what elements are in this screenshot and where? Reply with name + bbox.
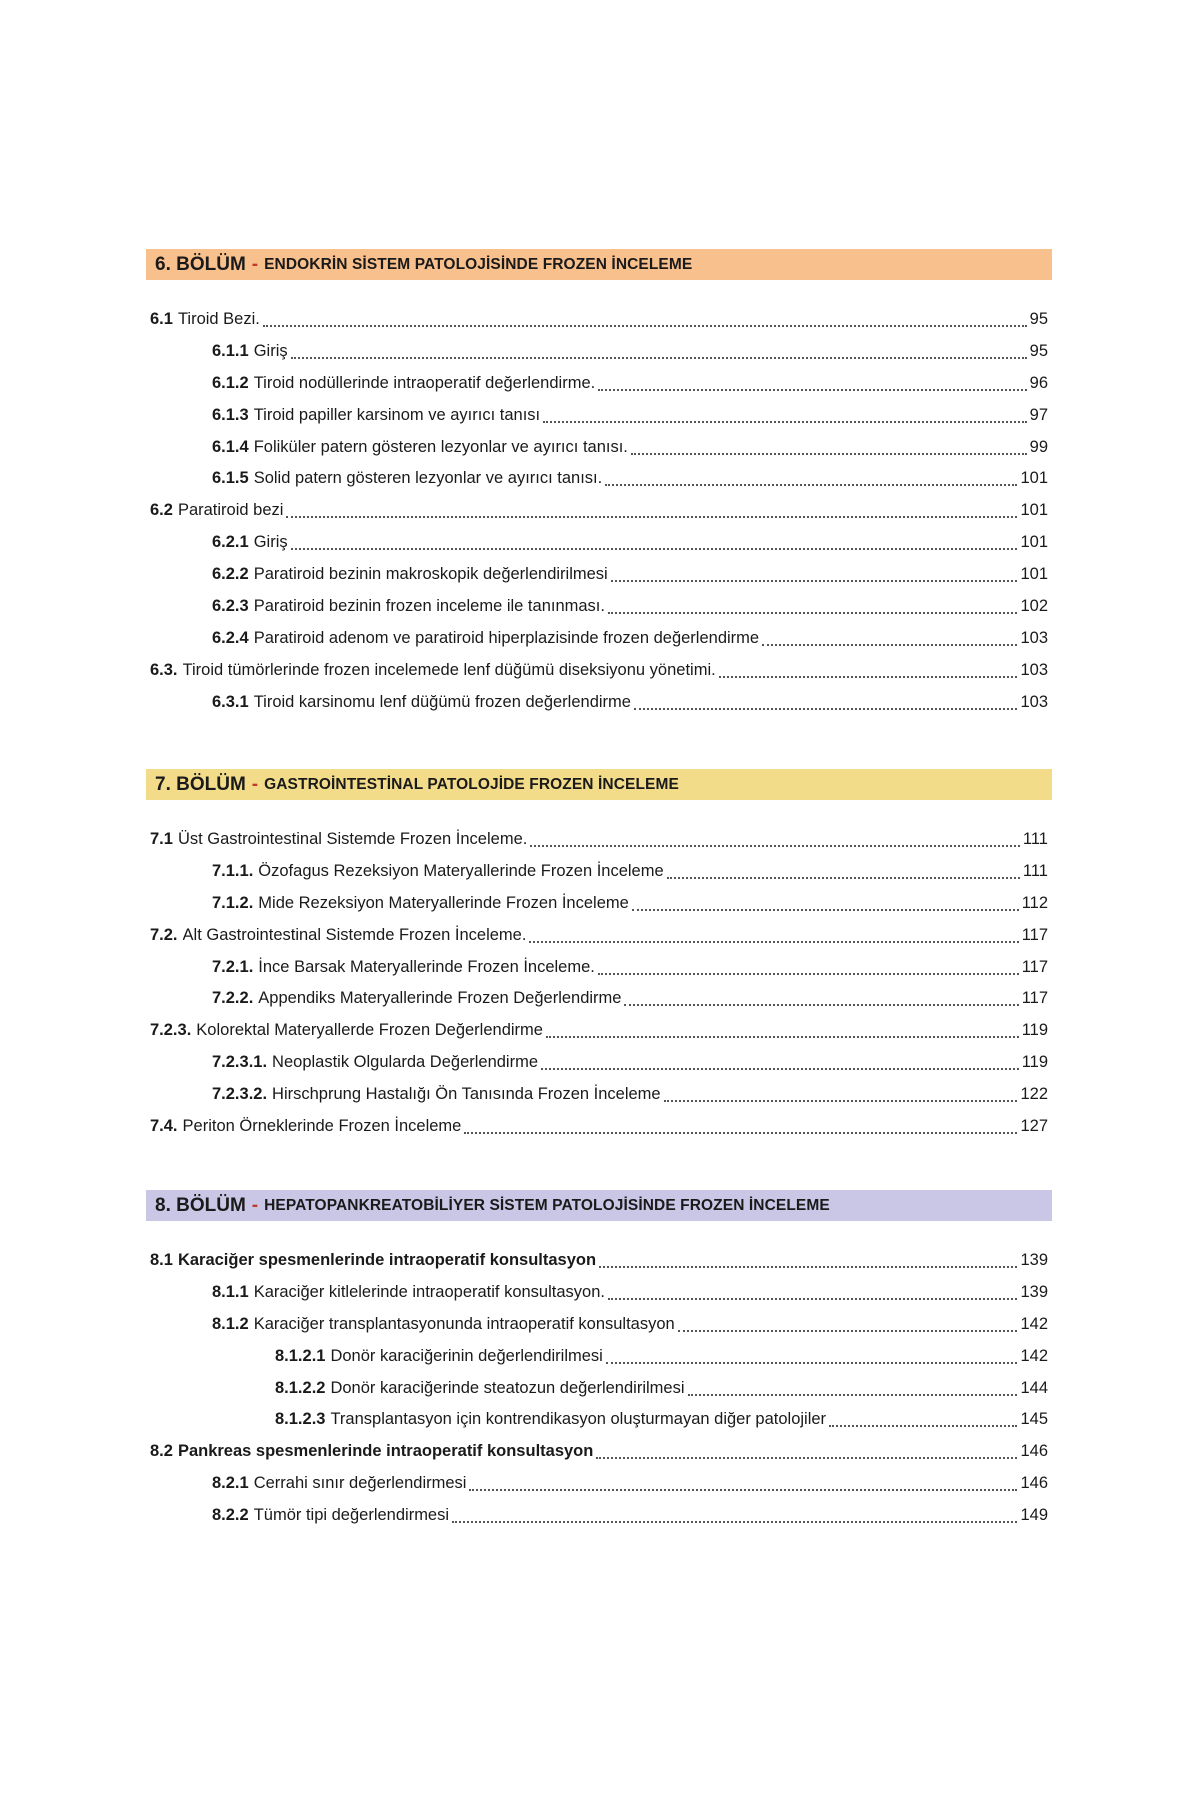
- toc-entry-title: Mide Rezeksiyon Materyallerinde Frozen İnceleme: [258, 893, 629, 912]
- toc-entry-title: Alt Gastrointestinal Sistemde Frozen İnceleme.: [182, 925, 527, 944]
- toc-entry[interactable]: [146, 1373, 1052, 1405]
- toc-entry-page: 111: [1022, 830, 1048, 848]
- toc-entry[interactable]: [146, 1111, 1052, 1143]
- toc-entry-page: 142: [1020, 1314, 1048, 1333]
- dot-leader: [624, 1004, 1018, 1006]
- toc-entry-number: 8.2: [150, 1442, 173, 1461]
- chapter-banner: [146, 249, 1052, 280]
- toc-entry-number: 8.1.2: [212, 1314, 249, 1333]
- toc-entry-page: 117: [1021, 925, 1048, 944]
- toc-entry[interactable]: [146, 1079, 1052, 1111]
- dot-leader: [762, 644, 1017, 646]
- chapter-number: 7. BÖLÜM: [155, 773, 246, 795]
- toc-entry-page: 144: [1020, 1378, 1048, 1397]
- toc-entry-title: Tiroid tümörlerinde frozen incelemede lenf düğümü diseksiyonu yönetimi.: [182, 660, 716, 679]
- toc-entry[interactable]: [146, 1047, 1052, 1079]
- toc-entry-title: Solid patern gösteren lezyonlar ve ayırıcı tanısı.: [253, 469, 603, 488]
- toc-entry-page: 103: [1020, 692, 1048, 711]
- toc-entry[interactable]: [146, 1277, 1052, 1309]
- chapter-number: 8. BÖLÜM: [155, 1194, 246, 1216]
- chapter-separator: -: [251, 253, 259, 275]
- toc-entry-number: 7.4.: [150, 1117, 178, 1136]
- toc-entry-page: 101: [1020, 565, 1048, 584]
- toc-entry-page: 139: [1020, 1251, 1048, 1269]
- toc-entry[interactable]: [146, 1500, 1052, 1532]
- toc-entry-number: 6.1.4: [212, 437, 249, 456]
- dot-leader: [286, 516, 1017, 518]
- toc-entry-page: 101: [1020, 501, 1048, 520]
- toc-entry-page: 112: [1021, 893, 1048, 912]
- toc-entry-number: 6.2.3: [212, 597, 249, 616]
- toc-entry-page: 119: [1021, 1021, 1048, 1040]
- toc-entry-number: 6.2.1: [212, 533, 249, 552]
- toc-entry-title: Foliküler patern gösteren lezyonlar ve ayırıcı tanısı.: [253, 437, 628, 456]
- toc-entry-page: 101: [1020, 533, 1048, 552]
- dot-leader: [667, 877, 1020, 879]
- toc-entry-title: Karaciğer spesmenlerinde intraoperatif konsultasyon: [177, 1251, 597, 1269]
- toc-entry-page: 97: [1029, 405, 1048, 424]
- toc-entry-page: 127: [1020, 1117, 1048, 1136]
- toc-entry[interactable]: [146, 432, 1052, 464]
- dot-leader: [606, 1362, 1018, 1364]
- dot-leader: [632, 909, 1019, 911]
- dot-leader: [598, 973, 1019, 975]
- toc-entry-page: 139: [1020, 1282, 1048, 1301]
- toc-entry-number: 6.1.5: [212, 469, 249, 488]
- toc-entry-number: 6.3.1: [212, 692, 249, 711]
- toc-entry-title: Özofagus Rezeksiyon Materyallerinde Frozen İnceleme: [258, 861, 664, 880]
- toc-entry-page: 122: [1020, 1085, 1048, 1104]
- dot-leader: [678, 1330, 1018, 1332]
- chapter-7-section: [146, 769, 1052, 1143]
- toc-entry-title: Paratiroid adenom ve paratiroid hiperplazisinde frozen değerlendirme: [253, 628, 760, 647]
- toc-entry-title: İnce Barsak Materyallerinde Frozen İnceleme.: [258, 957, 595, 976]
- toc-list: [146, 304, 1052, 719]
- dot-leader: [688, 1394, 1018, 1396]
- toc-entry-title: Hirschprung Hastalığı Ön Tanısında Frozen İnceleme: [272, 1085, 661, 1104]
- toc-entry-title: Neoplastik Olgularda Değerlendirme: [272, 1053, 539, 1072]
- dot-leader: [829, 1425, 1017, 1427]
- toc-entry-title: Paratiroid bezinin makroskopik değerlendirilmesi: [253, 565, 608, 584]
- toc-entry-title: Üst Gastrointestinal Sistemde Frozen İnceleme.: [177, 830, 528, 848]
- toc-entry-title: Cerrahi sınır değerlendirmesi: [253, 1474, 467, 1493]
- chapter-title: HEPATOPANKREATOBİLİYER SİSTEM PATOLOJİSİNDE FROZEN İNCELEME: [264, 1196, 830, 1214]
- toc-entry-title: Giriş: [253, 533, 288, 552]
- toc-entry-page: 145: [1020, 1410, 1048, 1429]
- toc-entry-number: 6.2.4: [212, 628, 249, 647]
- dot-leader: [530, 845, 1020, 847]
- dot-leader: [634, 708, 1018, 710]
- chapter-8-section: [146, 1190, 1052, 1532]
- toc-entry-number: 8.1.2.3: [275, 1410, 326, 1429]
- toc-entry-title: Appendiks Materyallerinde Frozen Değerlendirme: [258, 989, 622, 1008]
- toc-entry[interactable]: [146, 888, 1052, 920]
- toc-entry[interactable]: [146, 920, 1052, 952]
- dot-leader: [291, 357, 1027, 359]
- toc-entry-number: 8.1.2.2: [275, 1378, 326, 1397]
- toc-entry[interactable]: [146, 1309, 1052, 1341]
- toc-entry-title: Giriş: [253, 341, 288, 360]
- toc-entry-title: Karaciğer kitlelerinde intraoperatif konsultasyon.: [253, 1282, 605, 1301]
- toc-entry-number: 7.2.3.2.: [212, 1085, 268, 1104]
- chapter-separator: -: [251, 773, 259, 795]
- chapter-separator: -: [251, 1194, 259, 1216]
- toc-entry-page: 95: [1029, 310, 1048, 328]
- dot-leader: [598, 389, 1026, 391]
- toc-entry[interactable]: [146, 952, 1052, 984]
- toc-entry[interactable]: [146, 824, 1052, 856]
- toc-entry-page: 142: [1020, 1346, 1048, 1365]
- toc-entry-number: 6.1.1: [212, 341, 249, 360]
- toc-entry-title: Kolorektal Materyallerde Frozen Değerlendirme: [196, 1021, 543, 1040]
- toc-entry-page: 117: [1021, 989, 1048, 1008]
- toc-entry[interactable]: [146, 983, 1052, 1015]
- toc-entry-page: 149: [1020, 1506, 1048, 1525]
- toc-entry-number: 6.2: [150, 501, 173, 520]
- toc-entry-page: 99: [1029, 437, 1048, 456]
- toc-entry-title: Transplantasyon için kontrendikasyon oluşturmayan diğer patolojiler: [330, 1410, 827, 1429]
- toc-entry[interactable]: [146, 1436, 1052, 1468]
- dot-leader: [469, 1489, 1017, 1491]
- toc-entry-number: 6.2.2: [212, 565, 249, 584]
- dot-leader: [596, 1457, 1017, 1459]
- dot-leader: [543, 421, 1027, 423]
- chapter-6-section: [146, 249, 1052, 719]
- dot-leader: [605, 484, 1017, 486]
- toc-entry-page: 146: [1020, 1474, 1048, 1493]
- toc-entry-number: 6.3.: [150, 660, 178, 679]
- toc-entry-number: 7.2.2.: [212, 989, 254, 1008]
- toc-entry-page: 119: [1021, 1053, 1048, 1072]
- toc-entry-title: Donör karaciğerinde steatozun değerlendirilmesi: [330, 1378, 685, 1397]
- toc-entry-number: 6.1.2: [212, 373, 249, 392]
- toc-entry-page: 95: [1029, 341, 1048, 360]
- toc-entry-number: 7.1.1.: [212, 861, 254, 880]
- dot-leader: [631, 453, 1027, 455]
- toc-entry[interactable]: [146, 1404, 1052, 1436]
- toc-entry[interactable]: [146, 1468, 1052, 1500]
- toc-entry-title: Tiroid nodüllerinde intraoperatif değerlendirme.: [253, 373, 596, 392]
- toc-entry-number: 6.1.3: [212, 405, 249, 424]
- dot-leader: [546, 1036, 1019, 1038]
- toc-entry-number: 8.2.1: [212, 1474, 249, 1493]
- dot-leader: [664, 1100, 1018, 1102]
- toc-entry[interactable]: [146, 495, 1052, 527]
- toc-entry[interactable]: [146, 527, 1052, 559]
- chapter-banner: [146, 769, 1052, 800]
- dot-leader: [608, 1298, 1017, 1300]
- toc-entry-number: 6.1: [150, 310, 173, 328]
- toc-entry[interactable]: [146, 655, 1052, 687]
- dot-leader: [599, 1266, 1017, 1268]
- toc-entry-number: 7.2.3.1.: [212, 1053, 268, 1072]
- toc-entry-title: Karaciğer transplantasyonunda intraoperatif konsultasyon: [253, 1314, 675, 1333]
- toc-entry-page: 102: [1020, 597, 1048, 616]
- toc-entry-number: 7.2.: [150, 925, 178, 944]
- toc-entry-title: Pankreas spesmenlerinde intraoperatif konsultasyon: [177, 1442, 594, 1461]
- toc-entry[interactable]: [146, 336, 1052, 368]
- toc-list: [146, 1245, 1052, 1532]
- toc-entry-title: Tiroid Bezi.: [177, 310, 260, 328]
- toc-entry[interactable]: [146, 368, 1052, 400]
- toc-entry-number: 8.1: [150, 1251, 173, 1269]
- dot-leader: [291, 548, 1018, 550]
- dot-leader: [452, 1521, 1017, 1523]
- toc-entry-title: Tiroid papiller karsinom ve ayırıcı tanısı: [253, 405, 541, 424]
- toc-entry-title: Tümör tipi değerlendirmesi: [253, 1506, 450, 1525]
- toc-entry-number: 7.1.2.: [212, 893, 254, 912]
- dot-leader: [611, 580, 1018, 582]
- dot-leader: [541, 1068, 1019, 1070]
- toc-entry-page: 103: [1020, 660, 1048, 679]
- chapter-title: ENDOKRİN SİSTEM PATOLOJİSİNDE FROZEN İNCELEME: [264, 255, 693, 273]
- toc-entry[interactable]: [146, 559, 1052, 591]
- dot-leader: [263, 325, 1027, 327]
- toc-entry-title: Periton Örneklerinde Frozen İnceleme: [182, 1117, 462, 1136]
- dot-leader: [464, 1132, 1017, 1134]
- toc-entry[interactable]: [146, 463, 1052, 495]
- toc-entry[interactable]: [146, 687, 1052, 719]
- toc-entry-title: Donör karaciğerinin değerlendirilmesi: [330, 1346, 603, 1365]
- toc-entry-title: Tiroid karsinomu lenf düğümü frozen değerlendirme: [253, 692, 631, 711]
- toc-entry-number: 8.1.2.1: [275, 1346, 326, 1365]
- toc-entry[interactable]: [146, 1341, 1052, 1373]
- chapter-title: GASTROİNTESTİNAL PATOLOJİDE FROZEN İNCELEME: [264, 775, 679, 793]
- dot-leader: [719, 676, 1018, 678]
- toc-entry-number: 8.1.1: [212, 1282, 249, 1301]
- toc-entry[interactable]: [146, 1245, 1052, 1277]
- toc-entry[interactable]: [146, 1015, 1052, 1047]
- toc-entry-number: 8.2.2: [212, 1506, 249, 1525]
- toc-entry-page: 117: [1021, 957, 1048, 976]
- toc-entry[interactable]: [146, 856, 1052, 888]
- chapter-number: 6. BÖLÜM: [155, 253, 246, 275]
- toc-entry-number: 7.1: [150, 830, 173, 848]
- toc-entry-number: 7.2.3.: [150, 1021, 192, 1040]
- toc-entry-page: 146: [1020, 1442, 1048, 1461]
- toc-entry-title: Paratiroid bezinin frozen inceleme ile tanınması.: [253, 597, 605, 616]
- toc-entry-title: Paratiroid bezi: [177, 501, 284, 520]
- dot-leader: [529, 941, 1018, 943]
- toc-entry-page: 111: [1022, 861, 1048, 880]
- toc-entry-number: 7.2.1.: [212, 957, 254, 976]
- toc-entry-page: 103: [1020, 628, 1048, 647]
- chapter-banner: [146, 1190, 1052, 1221]
- toc-entry[interactable]: [146, 623, 1052, 655]
- toc-entry-page: 101: [1020, 469, 1048, 488]
- dot-leader: [608, 612, 1018, 614]
- toc-entry[interactable]: [146, 591, 1052, 623]
- toc-entry-page: 96: [1029, 373, 1048, 392]
- toc-entry[interactable]: [146, 400, 1052, 432]
- toc-list: [146, 824, 1052, 1143]
- toc-entry[interactable]: [146, 304, 1052, 336]
